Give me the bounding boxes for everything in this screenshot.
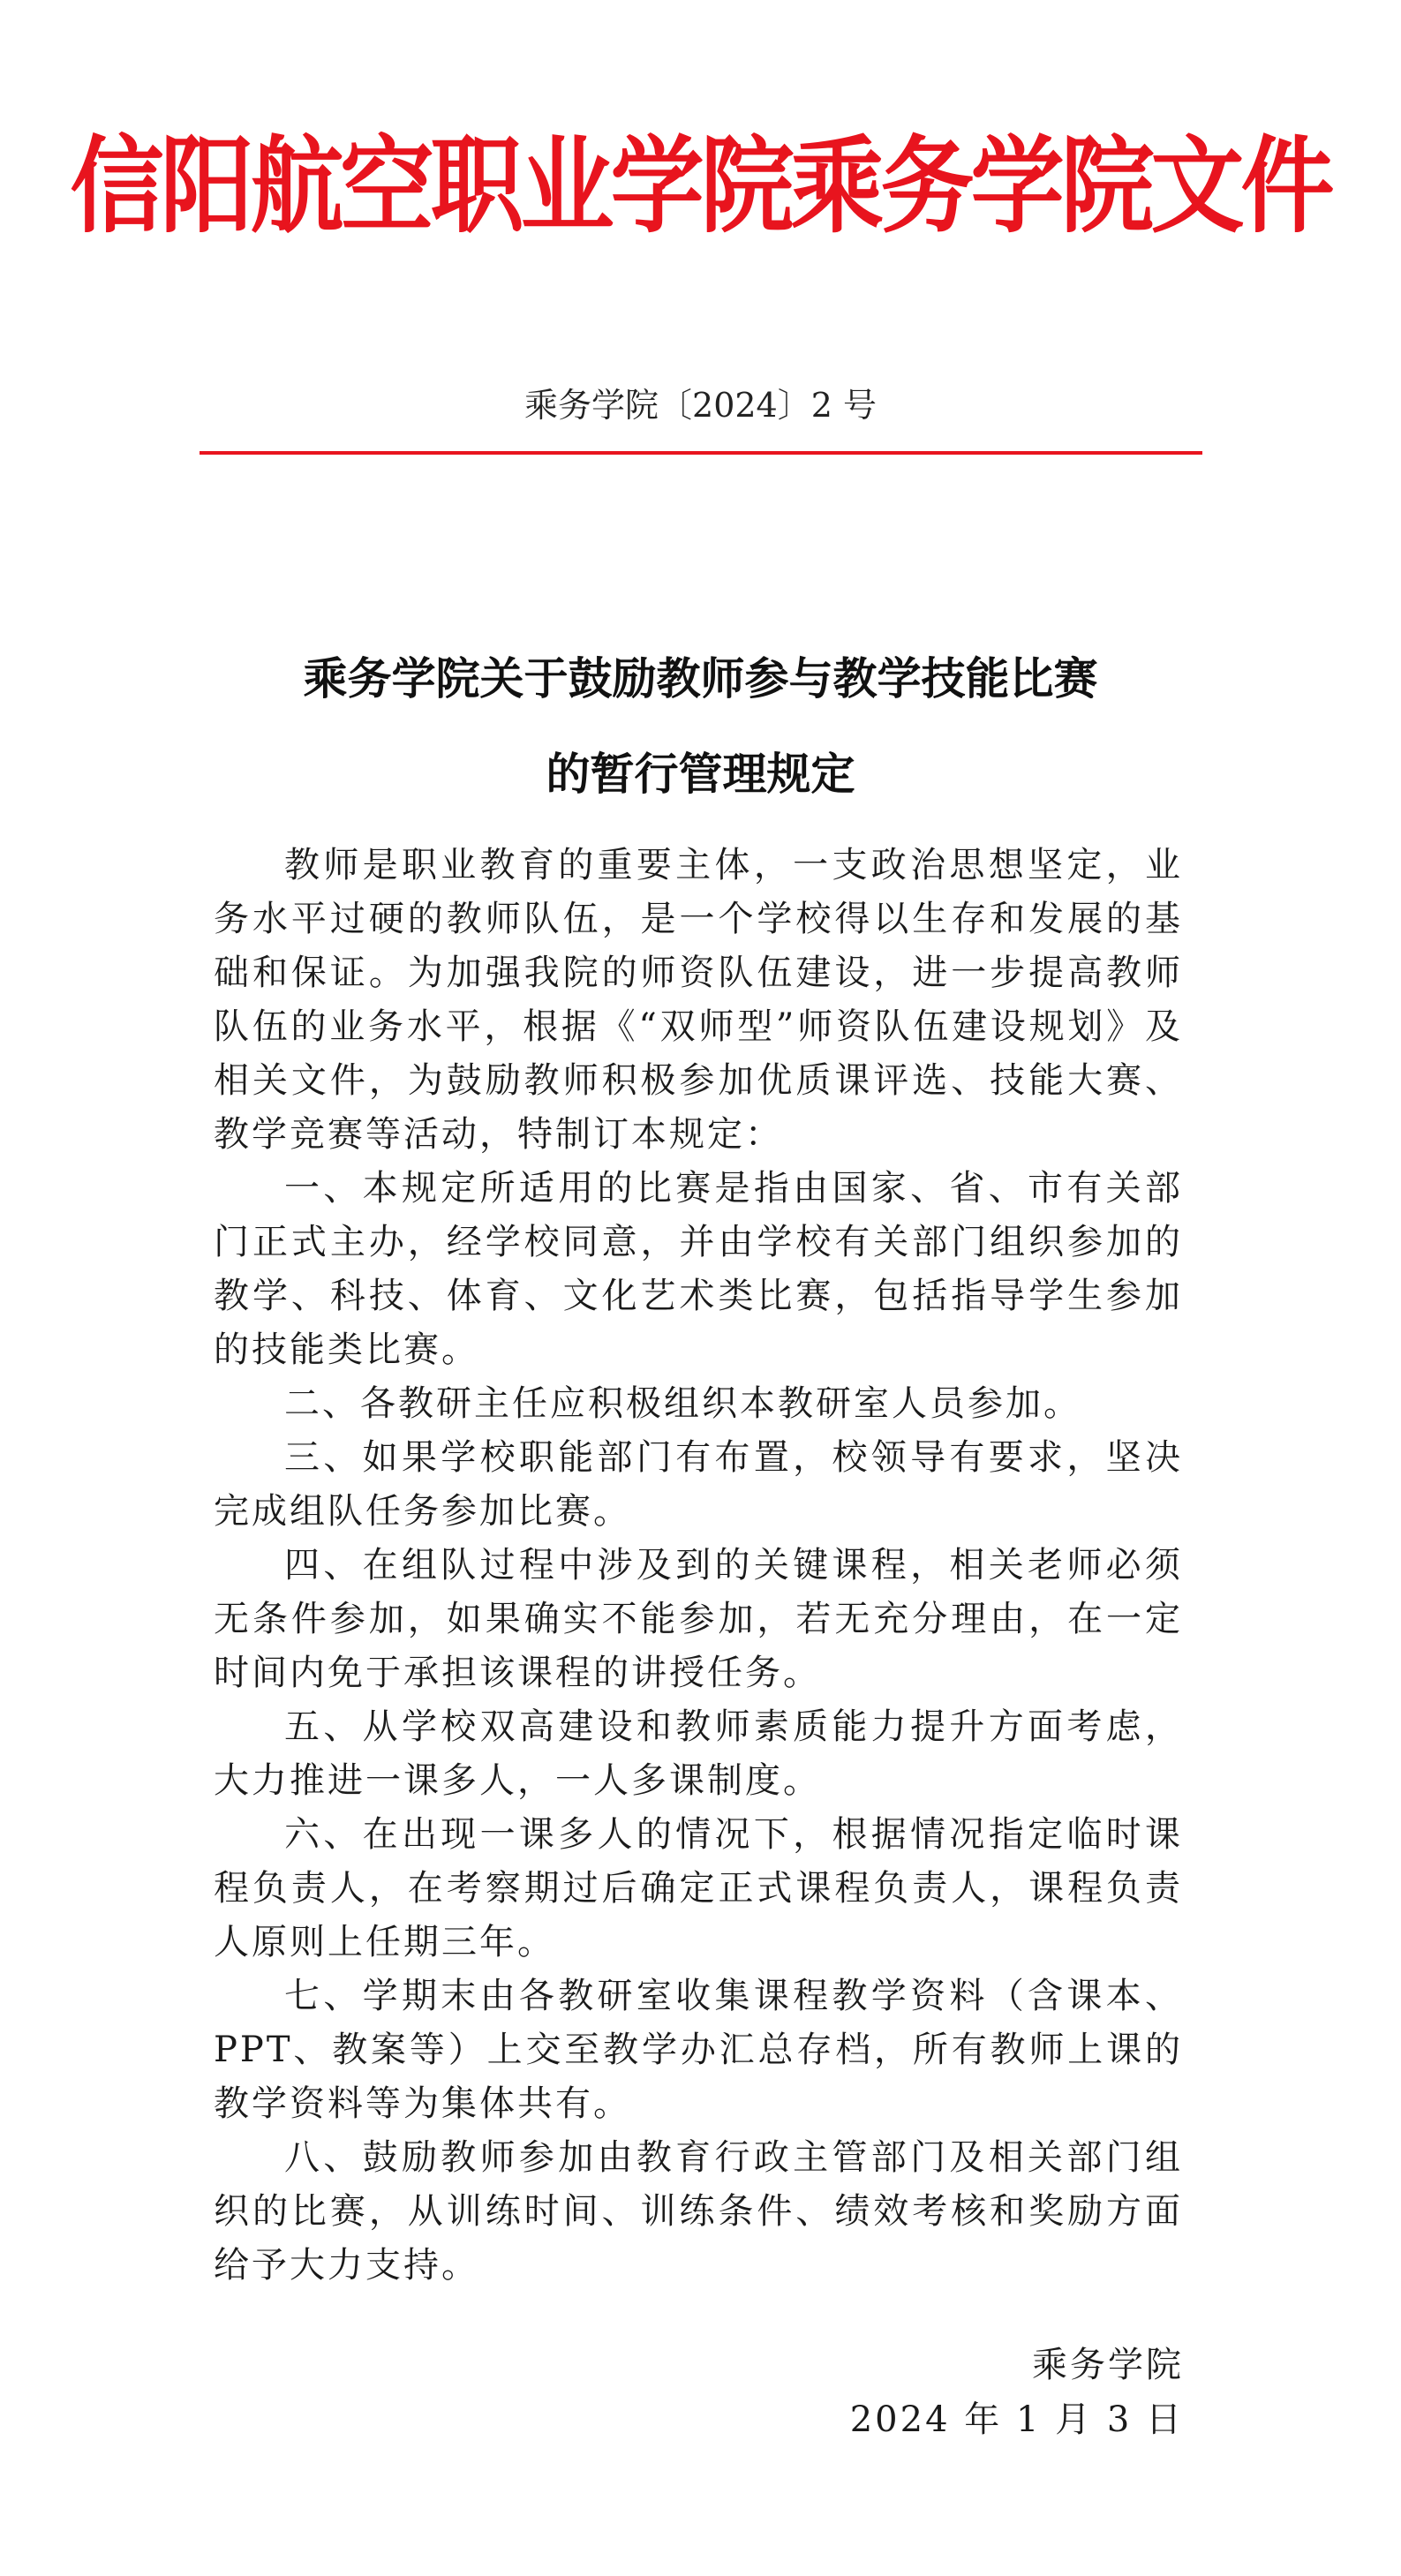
signature-block: [850, 2338, 1184, 2447]
paragraph-clause-8: 八、鼓励教师参加由教育行政主管部门及相关部门组织的比赛，从训练时间、训练条件、绩效考核和奖励方面给予大力支持。: [214, 2137, 1183, 2286]
document-title-line-1: 乘务学院关于鼓励教师参与教学技能比赛: [303, 652, 1098, 704]
red-divider-rule: [200, 451, 1202, 455]
paragraph-clause-1: 一、本规定所适用的比赛是指由国家、省、市有关部门正式主办，经学校同意，并由学校有关部门组织参加的教学、科技、体育、文化艺术类比赛，包括指导学生参加的技能类比赛。: [214, 1168, 1183, 1370]
document-body: [214, 839, 1183, 2293]
paragraph-clause-2: 二、各教研主任应积极组织本教研室人员参加。: [284, 1383, 1081, 1424]
paragraph-clause-5: 五、从学校双高建设和教师素质能力提升方面考虑，大力推进一课多人，一人多课制度。: [214, 1706, 1183, 1801]
masthead-title: 信阳航空职业学院乘务学院文件: [70, 124, 1331, 248]
signature-date: 2024 年 1 月 3 日: [849, 2399, 1184, 2440]
paragraph-clause-7: 七、学期末由各教研室收集课程教学资料（含课本、PPT、教案等）上交至教学办汇总存档，所有教师上课的教学资料等为集体共有。: [214, 1976, 1183, 2124]
document-number: 乘务学院〔2024〕2 号: [524, 386, 877, 425]
paragraph-clause-4: 四、在组队过程中涉及到的关键课程，相关老师必须无条件参加，如果确实不能参加，若无充分理由，在一定时间内免于承担该课程的讲授任务。: [214, 1545, 1183, 1693]
paragraph-clause-3: 三、如果学校职能部门有布置，校领导有要求，坚决完成组队任务参加比赛。: [214, 1437, 1183, 1532]
signature-issuer: 乘务学院: [1032, 2345, 1184, 2385]
paragraph-clause-6: 六、在出现一课多人的情况下，根据情况指定临时课程负责人，在考察期过后确定正式课程负责人，课程负责人原则上任期三年。: [214, 1814, 1183, 1962]
document-title-line-2: 的暂行管理规定: [546, 748, 855, 800]
paragraph-intro: 教师是职业教育的重要主体，一支政治思想坚定，业务水平过硬的教师队伍，是一个学校得以生存和发展的基础和保证。为加强我院的师资队伍建设，进一步提高教师队伍的业务水平，根据《“双师型”师资队伍建设规划》及相关文件，为鼓励教师积极参加优质课评选、技能大赛、教学竞赛等活动，特制订本规定：: [214, 845, 1183, 1155]
document-title: [0, 631, 1401, 822]
